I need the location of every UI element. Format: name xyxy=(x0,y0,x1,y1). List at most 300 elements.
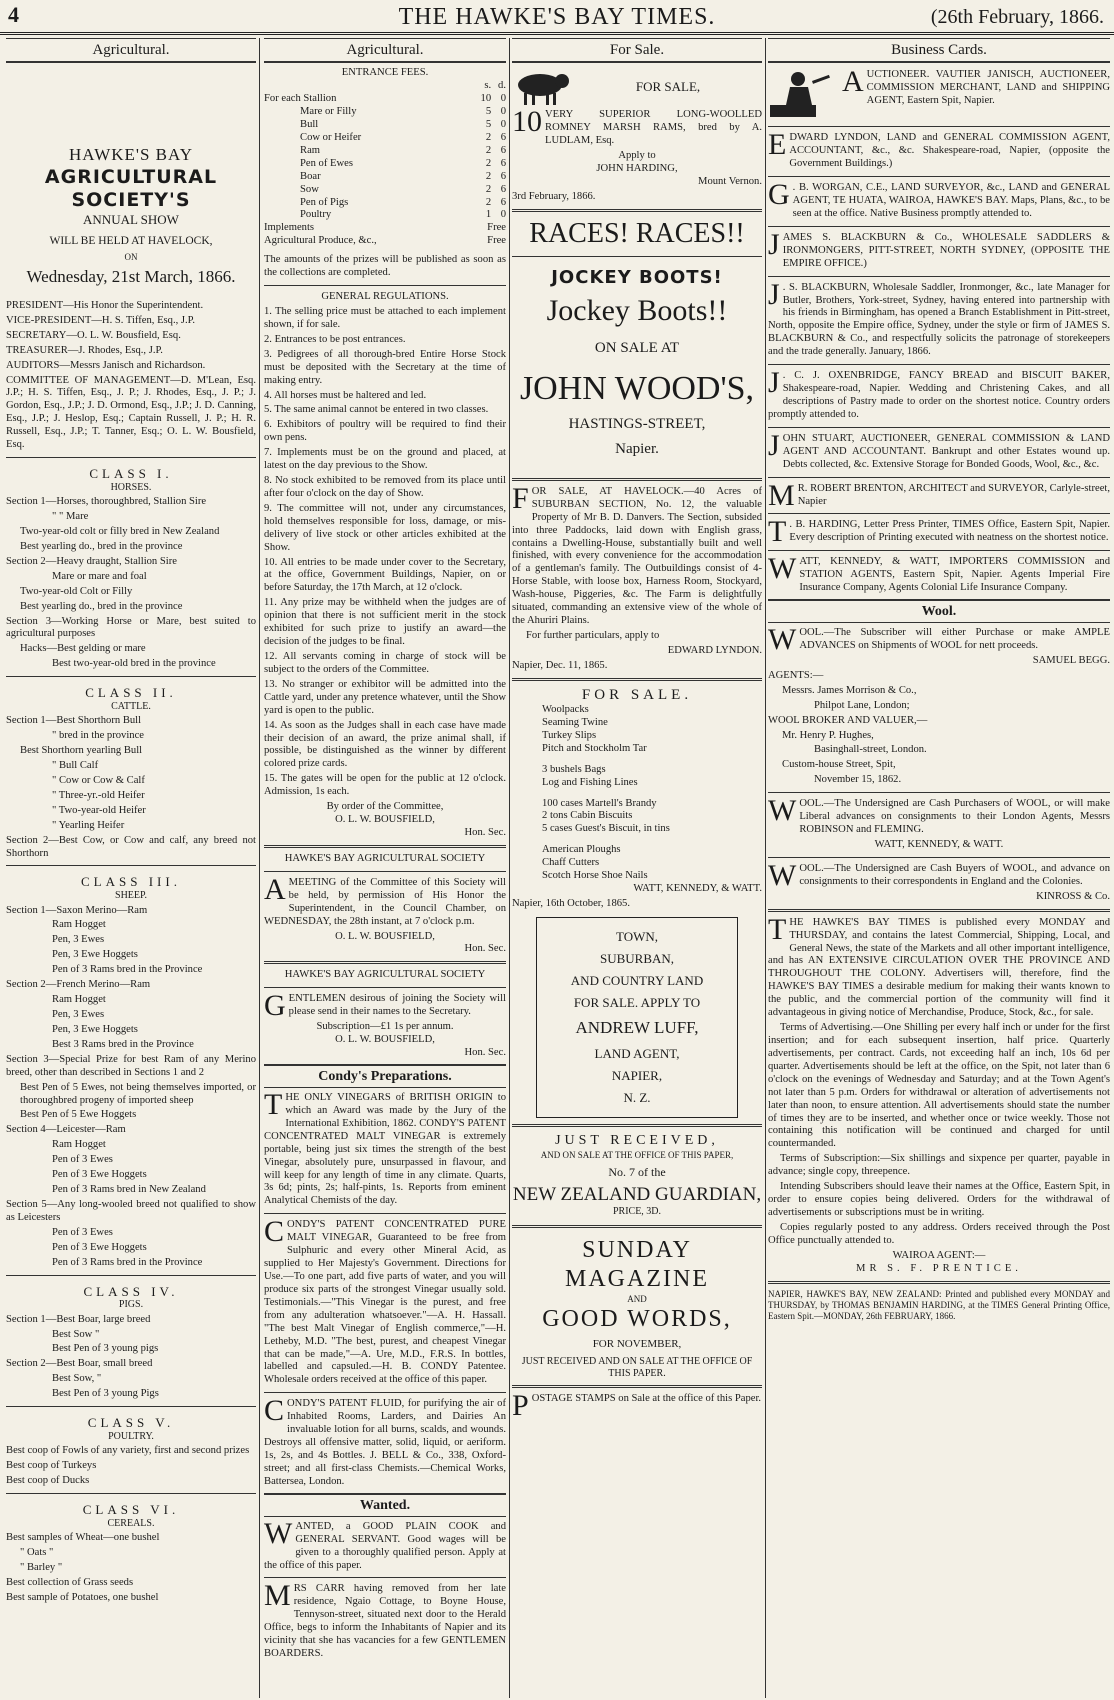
drop-cap: J xyxy=(768,277,780,311)
condy-ad: HE ONLY VINEGARS of BRITISH ORIGIN to which an Award was made by the Jury of the International Exhibition, 1862. CONDY'S PATENT CONCENTRATED MALT VINEGAR is extremely portable, being just six times the strength of the best Vinegar, absolutely pure, unsurpassed in flavour, and will keep for any length of time in any climate. Quarts, 3s 6d; pints, 2s; half-pints, 1s. Reports from eminent Analytical Chemists of the day. xyxy=(264,1091,506,1207)
show-title-1: HAWKE'S BAY xyxy=(69,145,193,165)
divider xyxy=(264,845,506,848)
terms-copies: Copies regularly posted to any address. Orders received through the Post Office punctually attended to. xyxy=(768,1221,1110,1246)
class-item: Hacks—Best gelding or mare xyxy=(20,643,146,655)
divider xyxy=(512,1124,762,1127)
fees-title: ENTRANCE FEES. xyxy=(341,67,429,79)
divider xyxy=(768,792,1110,793)
class-item: " Two-year-old Heifer xyxy=(52,804,146,816)
class-item: Pen of 3 Ewes xyxy=(52,1154,113,1166)
join-text: ENTLEMEN desirous of joining the Society will please send in their names to the Secretary. xyxy=(288,993,506,1018)
drop-cap: W xyxy=(768,858,797,892)
fee-s: 5 xyxy=(485,118,492,130)
forsale-item: Woolpacks xyxy=(542,704,589,716)
fee-label: For each Stallion xyxy=(264,93,337,105)
regulation: 5. The same animal cannot be entered in two classes. xyxy=(264,404,489,416)
sale1-apply: Apply to xyxy=(618,150,656,162)
class-item: Section 3—Working Horse or Mare, best suited to agricultural purposes xyxy=(6,615,256,640)
forsale-item: American Ploughs xyxy=(542,844,621,856)
fee-row xyxy=(264,145,506,158)
forsale-item xyxy=(542,790,762,798)
fee-d: 6 xyxy=(500,170,506,182)
class-item: Pen of 3 Rams bred in New Zealand xyxy=(52,1184,206,1196)
class-item: Best Sow " xyxy=(52,1328,100,1340)
fee-s: 2 xyxy=(485,131,492,143)
class-item: Two-year-old Colt or Filly xyxy=(20,585,133,597)
nz-guardian: NEW ZEALAND GUARDIAN, xyxy=(512,1184,762,1206)
section-header: Wool. xyxy=(768,599,1110,623)
divider xyxy=(768,550,1110,551)
class-sub: HORSES. xyxy=(110,481,152,493)
fee-label: Sow xyxy=(300,183,319,195)
luff-line: LAND AGENT, xyxy=(594,1046,680,1062)
drop-cap: M xyxy=(264,1579,291,1613)
class-title: CLASS III. xyxy=(81,874,181,890)
join-head: HAWKE'S BAY AGRICULTURAL SOCIETY xyxy=(284,969,486,981)
divider xyxy=(768,226,1110,227)
divider xyxy=(264,961,506,964)
business-card: ATT, KENNEDY, & WATT, IMPORTERS COMMISSION and STATION AGENTS, Eastern Spit, Napier. Agents Imperial Fire Insurance Company, Agents Colonial Life Insurance Company. xyxy=(799,556,1110,594)
sale1-text: VERY SUPERIOR LONG-WOOLLED ROMNEY MARSH RAMS, bred by A. LUDLAM, Esq. xyxy=(545,109,762,147)
divider xyxy=(6,1493,256,1494)
class-item: Section 3—Special Prize for best Ram of any Merino breed, other than described in Sections 1 and 2 xyxy=(6,1053,256,1078)
drop-cap: J xyxy=(768,227,780,261)
divider xyxy=(512,209,762,212)
forsale-item: 2 tons Cabin Biscuits xyxy=(542,810,633,822)
class-item: Pen, 3 Ewes xyxy=(52,1008,105,1020)
wool-signature: KINROSS & Co. xyxy=(1036,890,1110,902)
show-title-2: AGRICULTURAL SOCIETY'S xyxy=(44,166,218,212)
sunday-magazine: SUNDAY MAGAZINE xyxy=(565,1236,709,1292)
column-rule xyxy=(509,38,510,1698)
fee-d: 0 xyxy=(500,209,506,221)
sale1-name: JOHN HARDING, xyxy=(596,162,678,174)
forsale-item: Pitch and Stockholm Tar xyxy=(542,742,647,754)
sunday-sub: JUST RECEIVED AND ON SALE AT THE OFFICE OF THIS PAPER. xyxy=(521,1355,753,1379)
business-card: OHN STUART, AUCTIONEER, GENERAL COMMISSION & LAND AGENT AND ACCOUNTANT. Bankrupt and other Estates wound up. Debts collected, &c. Extensive Storage for Bonded Goods, Wool, &c., &c. xyxy=(782,432,1110,470)
masthead xyxy=(0,0,1114,35)
fee-d: 0 xyxy=(500,93,506,105)
fee-s: 2 xyxy=(485,144,492,156)
fee-label: Bull xyxy=(300,118,319,130)
join-subscription: Subscription—£1 1s per annum. xyxy=(316,1021,454,1033)
drop-cap: M xyxy=(768,478,795,512)
class-item: Best two-year-old bred in the province xyxy=(52,658,216,670)
regulation: 1. The selling price must be attached to each implement shown, if for sale. xyxy=(264,305,506,330)
luff-line: TOWN, xyxy=(615,928,658,944)
agents-line: Mr. Henry P. Hughes, xyxy=(782,729,874,741)
divider xyxy=(512,256,762,257)
class-sub: CEREALS. xyxy=(107,1517,155,1529)
column-rule xyxy=(765,38,766,1698)
drop-cap: C xyxy=(264,1394,285,1428)
fee-label: Pen of Pigs xyxy=(300,196,349,208)
committee-line: COMMITTEE OF MANAGEMENT—D. M'Lean, Esq. J.P.; H. S. Tiffen, Esq., J. P.; J. Rhodes, Esq., J. P.; J. Gordon, Esq., J.P.; J. D. Ormond, Esq., J.P.; J. D. Canning, Esq., J.P.; J. Heslop, Esq.; Captain Russell, J. P.; H. R. Russell, Esq., J.P.; T. Tanner, Esq.; O. L. W. Bousfield, Esq. xyxy=(6,374,256,451)
fee-label: Poultry xyxy=(300,209,332,221)
drop-cap: W xyxy=(768,623,797,657)
fees-d-head: d. xyxy=(498,80,506,92)
class-item: Best 3 Rams bred in the Province xyxy=(52,1038,194,1050)
divider xyxy=(768,909,1110,912)
divider xyxy=(6,865,256,866)
divider xyxy=(512,478,762,481)
drop-cap: A xyxy=(264,872,286,906)
agents-line: Custom-house Street, Spit, xyxy=(782,759,896,771)
officer-line: SECRETARY—O. L. W. Bousfield, Esq. xyxy=(6,329,181,341)
luff-line: SUBURBAN, xyxy=(599,951,675,967)
wool-signature: SAMUEL BEGG. xyxy=(1032,654,1110,666)
regulation: 4. All horses must be haltered and led. xyxy=(264,389,427,401)
forsale-item: Chaff Cutters xyxy=(542,857,600,869)
column-agricultural-2 xyxy=(264,38,506,1698)
wool-ad: OOL.—The Subscriber will either Purchase or make AMPLE ADVANCES on Shipments of WOOL for nett proceeds. xyxy=(799,627,1110,652)
class-item: " Bull Calf xyxy=(52,760,99,772)
forsale-item: 100 cases Martell's Brandy xyxy=(542,797,657,809)
class-sub: POULTRY. xyxy=(108,1431,154,1442)
regs-signature: O. L. W. BOUSFIELD, xyxy=(335,814,435,826)
forsale-item: Log and Fishing Lines xyxy=(542,776,638,788)
wanted-ad: ANTED, a GOOD PLAIN COOK and GENERAL SERVANT. Good wages will be given to a thoroughly qualified person. Apply at the office of this paper. xyxy=(264,1520,506,1571)
class-item: Best Sow, " xyxy=(52,1373,102,1385)
class-item: Pen of 3 Ewe Hoggets xyxy=(52,1241,147,1253)
fee-s: 2 xyxy=(485,157,492,169)
divider xyxy=(264,1392,506,1393)
fees-header-row xyxy=(264,80,506,93)
fee-s: 2 xyxy=(485,196,492,208)
regulation: 3. Pedigrees of all thorough-bred Entire Horse Stock must be deposited with the Secretary at the time of making entry. xyxy=(264,348,506,386)
havelock-ad: OR SALE, AT HAVELOCK.—40 Acres of SUBURBAN SECTION, No. 12, the valuable Property of Mr B. D. Danvers. The Section, subsided into three Paddocks, laid down with English grass, contains a Dwelling-House, substantially built and well finished, with every convenience for the accommodation of a gentleman's family. The Outbuildings consist of 4-Horse Stable, with loose box, Harness Room, Stockyard, Wash-house, Piggeries, &c. The Farm is delightfully situated, commanding an extensive view of the whole of the Ahuriri Plains. xyxy=(512,485,762,627)
wool-ad: OOL.—The Undersigned are Cash Buyers of WOOL, and advance on consignments to their correspondents in England and the Colonies. xyxy=(799,862,1110,887)
fee-d: 6 xyxy=(500,131,506,143)
fee-s: 10 xyxy=(480,93,492,105)
auctioneer-icon xyxy=(768,67,838,121)
drop-cap: T xyxy=(768,912,787,946)
fee-d: 6 xyxy=(500,157,506,169)
business-card: UCTIONEER. VAUTIER JANISCH, AUCTIONEER, COMMISSION MERCHANT, LAND and SHIPPING AGENT, Eastern Spit, Napier. xyxy=(866,69,1110,107)
class-item: Pen of 3 Ewe Hoggets xyxy=(52,1169,147,1181)
luff-line: NAPIER, xyxy=(611,1068,663,1084)
wanted-ad: RS CARR having removed from her late residence, Ngaio Cottage, to Boyne House, Tennyson-street, situated next door to the Herald Office, begs to inform the Inhabitants of Napier and its vicinity that she has vacancies for a few GENTLEMEN BOARDERS. xyxy=(264,1583,506,1660)
class-item: " Yearling Heifer xyxy=(52,819,125,831)
races-heading: RACES! RACES!! xyxy=(529,217,745,249)
agents-line: WOOL BROKER AND VALUER,— xyxy=(768,714,928,726)
column-header: Business Cards. xyxy=(768,38,1110,63)
drop-cap: W xyxy=(264,1516,293,1550)
drop-cap: T xyxy=(264,1087,283,1121)
class-item: " Three-yr.-old Heifer xyxy=(52,789,145,801)
regulation: 7. Implements must be on the ground and placed, at latest on the day previous to the Show. xyxy=(264,447,506,472)
ram-icon xyxy=(512,67,574,107)
john-wood: JOHN WOOD'S, xyxy=(519,369,755,407)
divider xyxy=(264,1213,506,1214)
class-item: Section 1—Saxon Merino—Ram xyxy=(6,904,148,916)
condy-ad: ONDY'S PATENT CONCENTRATED PURE MALT VINEGAR, Guaranteed to be free from Sulphuric and every other Mineral Acid, as supplied to Her Majesty's Government. Directions for Use.—To one part, add five parts of water, and you will produce six parts of the strongest Vinegar usually sold. Testimonials.—"This Vinegar is the purest, and free from any adulteration whatsoever."—A. H. Hassall. "The best Malt Vinegar of English commerce,"—H. Letheby, M.D. "The best, purest, and cheapest Vinegar that can be made,"—A. Ure, M.D., F.R.S. In bottles, labelled and capsuled.—H. B. CONDY Patentee. Wholesale orders received at the office of this paper. xyxy=(264,1219,506,1386)
forsale-signature: WATT, KENNEDY, & WATT. xyxy=(633,883,762,895)
fee-d: 0 xyxy=(500,106,506,118)
class-item: Two-year-old colt or filly bred in New Zealand xyxy=(20,525,220,537)
fee-row xyxy=(264,93,506,106)
business-card: . B. WORGAN, C.E., LAND SURVEYOR, &c., LAND and GENERAL AGENT, TE HUATA, WAIROA, HAWKE'S BAY. Maps, Plans, &c., to be seen at the office. Native Business promptly attended to. xyxy=(792,182,1110,219)
fees-s-head: s. xyxy=(484,80,492,92)
fee-s: 5 xyxy=(485,106,492,118)
class-item: Section 1—Best Shorthorn Bull xyxy=(6,715,142,727)
fee-d: 0 xyxy=(500,118,506,130)
agents-line: November 15, 1862. xyxy=(814,774,902,786)
business-card: DWARD LYNDON, LAND and GENERAL COMMISSION AGENT, ACCOUNTANT, &c., &c. Shakespeare-road, Napier, (opposite the Government Buildings.) xyxy=(789,132,1110,170)
fee-row xyxy=(264,184,506,197)
divider xyxy=(264,871,506,872)
postage-ad: OSTAGE STAMPS on Sale at the office of this Paper. xyxy=(531,1393,762,1405)
forsale-title: FOR SALE. xyxy=(581,686,693,703)
fee-s: Free xyxy=(487,235,506,247)
hastings-street: HASTINGS-STREET, xyxy=(568,416,706,433)
drop-cap: G xyxy=(264,989,286,1023)
class-item: Best coop of Fowls of any variety, first and second prizes xyxy=(6,1445,250,1457)
class-item: " Barley " xyxy=(20,1561,63,1573)
class-item: Best Pen of 3 young pigs xyxy=(52,1343,159,1355)
regulation: 8. No stock exhibited to be removed from its place until after four o'clock on the day of Show. xyxy=(264,475,506,499)
column-business-cards xyxy=(768,38,1110,1698)
column-agricultural-1 xyxy=(6,38,256,1698)
class-item: Pen, 3 Ewe Hoggets xyxy=(52,949,138,961)
officer-line: PRESIDENT—His Honor the Superintendent. xyxy=(6,299,204,311)
class-item: Section 1—Best Boar, large breed xyxy=(6,1313,151,1325)
divider xyxy=(768,364,1110,365)
regulation: 9. The committee will not, under any circumstances, hold themselves responsible for loss, damage, or mis-delivery of live stock or other articles exhibited at the Show. xyxy=(264,502,506,553)
just-received-no: No. 7 of the xyxy=(608,1164,666,1179)
terms-advertising: Terms of Advertising.—One Shilling per every half inch or under for the first insertion; and for each subsequent insertion, half price. Quarterly advertisements, per contract. Cards, not exceeding half an inch, 10s 6d per quarter. Advertisements should be left at the office, on the Spit, not later than 6 o'clock on the evenings of Wednesday and Saturday; and at the Town Agent's not later than 5 p.m. Orders for withdrawal or alteration of advertisements not later than noon, to ensure attention. All advertisements should state the number of times they are to be inserted, and whether once or twice weekly. Those not containing this notification will be continued and charged for until countermanded. xyxy=(768,1022,1110,1150)
class-title: CLASS IV. xyxy=(83,1283,179,1299)
class-item: Ram Hogget xyxy=(52,919,106,931)
drop-cap: T xyxy=(768,515,787,549)
just-received: JUST RECEIVED, xyxy=(555,1133,719,1149)
class-item: Best collection of Grass seeds xyxy=(6,1576,134,1588)
wool-ad: OOL.—The Undersigned are Cash Purchasers of WOOL, or will make Liberal advances on consignments to their London Agents, Messrs ROBINSON and FLEMING. xyxy=(799,798,1110,836)
class-item: Pen, 3 Ewes xyxy=(52,934,105,946)
fee-s: 2 xyxy=(485,183,492,195)
agents-line: Philpot Lane, London; xyxy=(814,699,910,711)
regulation: 2. Entrances to be post entrances. xyxy=(264,333,406,345)
class-item: Section 2—Heavy draught, Stallion Sire xyxy=(6,555,177,567)
forsale-item xyxy=(542,756,762,764)
price: PRICE, 3D. xyxy=(612,1206,662,1218)
fee-label: Mare or Filly xyxy=(300,106,357,118)
fee-row xyxy=(264,132,506,145)
drop-cap: 10 xyxy=(512,105,542,139)
on-sale-at: ON SALE AT xyxy=(594,340,680,357)
show-date: Wednesday, 21st March, 1866. xyxy=(26,267,236,287)
class-item: Pen of 3 Rams bred in the Province xyxy=(52,1256,203,1268)
business-card: R. ROBERT BRENTON, ARCHITECT and SURVEYOR, Carlyle-street, Napier xyxy=(797,482,1110,507)
class-item: Best coop of Ducks xyxy=(6,1475,90,1487)
drop-cap: P xyxy=(512,1389,529,1423)
forsale-item: Seaming Twine xyxy=(542,716,608,728)
class-item: Best Shorthorn yearling Bull xyxy=(20,745,143,757)
divider xyxy=(768,477,1110,478)
class-item: Mare or mare and foal xyxy=(52,570,147,582)
regulation: 11. Any prize may be withheld when the judges are of opinion that there is not sufficient merit in the stock exhibited for such prize to justify an award—the decision of the judges to be final. xyxy=(264,597,506,648)
class-item: Best samples of Wheat—one bushel xyxy=(6,1532,160,1543)
class-title: CLASS I. xyxy=(89,466,173,482)
class-item: Ram Hogget xyxy=(52,994,106,1006)
fee-row xyxy=(264,222,506,235)
good-words: GOOD WORDS, xyxy=(542,1306,732,1332)
class-item: Section 5—Any long-wooled breed not qualified to show as Leicesters xyxy=(6,1198,256,1223)
forsale-item xyxy=(542,836,762,844)
class-item: " Cow or Cow & Calf xyxy=(52,774,145,786)
divider xyxy=(512,1225,762,1228)
forsale-item: Scotch Horse Shoe Nails xyxy=(542,870,648,882)
issue-date: (26th February, 1866. xyxy=(930,6,1104,28)
drop-cap: A xyxy=(842,65,864,99)
sunday-and: AND xyxy=(627,1294,647,1305)
terms-subscribers: Intending Subscribers should leave their names at the Office, Eastern Spit, in order to ensure copies being delivered. Orders for the withdrawal of advertisements or subscriptions must be in writing. xyxy=(768,1181,1110,1218)
business-card: . B. HARDING, Letter Press Printer, TIMES Office, Eastern Spit, Napier. Every description of Printing executed with neatness on the shortest notice. xyxy=(789,519,1110,544)
jockey-boots-heading: JOCKEY BOOTS! xyxy=(551,266,723,288)
class-item: " bred in the province xyxy=(52,730,144,742)
show-title-3: ANNUAL SHOW xyxy=(83,212,179,228)
drop-cap: W xyxy=(768,552,797,586)
fee-row xyxy=(264,197,506,210)
havelock-date: Napier, Dec. 11, 1865. xyxy=(512,659,608,671)
regs-role: Hon. Sec. xyxy=(464,827,506,838)
class-item: Section 2—Best Cow, or Cow and calf, any breed not Shorthorn xyxy=(6,834,256,859)
drop-cap: E xyxy=(768,128,787,162)
fee-row xyxy=(264,119,506,132)
class-item: Pen, 3 Ewe Hoggets xyxy=(52,1023,138,1035)
divider xyxy=(768,126,1110,127)
drop-cap: J xyxy=(768,366,780,400)
class-item: Section 2—French Merino—Ram xyxy=(6,979,151,991)
divider xyxy=(264,285,506,286)
agents-line: Basinghall-street, London. xyxy=(814,744,927,756)
wairoa-agent-name: MR S. F. PRENTICE. xyxy=(856,1262,1022,1274)
divider xyxy=(768,427,1110,428)
divider xyxy=(6,676,256,677)
terms-subscription: Terms of Subscription:—Six shillings and sixpence per quarter, payable in advance; single copy, threepence. xyxy=(768,1153,1110,1178)
class-item: Section 1—Horses, thoroughbred, Stallion Sire xyxy=(6,496,207,508)
officer-line: AUDITORS—Messrs Janisch and Richardson. xyxy=(6,359,206,371)
officer-line: TREASURER—J. Rhodes, Esq., J.P. xyxy=(6,344,163,356)
class-title: CLASS VI. xyxy=(82,1501,180,1517)
divider xyxy=(512,678,762,681)
divider xyxy=(768,857,1110,858)
sale1-place: Mount Vernon. xyxy=(698,175,762,187)
regulation: 13. No stranger or exhibitor will be admitted into the Cattle yard, under any pretence whatever, until the Show yard is open to the public. xyxy=(264,678,506,716)
section-header: Condy's Preparations. xyxy=(264,1064,506,1088)
fee-label: Boar xyxy=(300,170,321,182)
page-number: 4 xyxy=(8,2,19,27)
class-item: Best coop of Turkeys xyxy=(6,1460,97,1472)
sale1-date: 3rd February, 1866. xyxy=(512,190,596,202)
class-sub: CATTLE. xyxy=(111,701,151,713)
class-item: Pen of 3 Ewes xyxy=(52,1226,113,1238)
luff-box xyxy=(536,917,738,1119)
class-item: Best Pen of 5 Ewes, not being themselves imported, or thoroughbred progeny of imported sheep xyxy=(20,1081,256,1106)
havelock-name: EDWARD LYNDON. xyxy=(667,644,762,656)
divider xyxy=(768,1281,1110,1284)
spacer xyxy=(6,67,256,145)
luff-name: ANDREW LUFF, xyxy=(575,1018,699,1038)
regulation: 12. All servants coming in charge of stock will be subject to the orders of the Committee. xyxy=(264,651,506,675)
meeting-text: MEETING of the Committee of this Society will be held, by permission of His Honor the Superintendent, in the Council Chamber, on WEDNESDAY, the 28th instant, at 7 o'clock p.m. xyxy=(264,876,506,927)
jockey-boots-subheading: Jockey Boots!! xyxy=(546,293,728,327)
divider xyxy=(6,1406,256,1407)
forsale-item: 3 bushels Bags xyxy=(542,763,606,775)
fee-label: Implements xyxy=(264,222,315,234)
drop-cap: F xyxy=(512,481,529,515)
divider xyxy=(6,457,256,458)
class-item: Best yearling do., bred in the province xyxy=(20,600,183,612)
imprint: NAPIER, HAWKE'S BAY, NEW ZEALAND: Printed and published every MONDAY and THURSDAY, by THOMAS BENJAMIN HARDING, at the TIMES General Printing Office, Eastern Spit.—MONDAY, 26th FEBRUARY, 1866. xyxy=(768,1288,1110,1321)
meeting-role: Hon. Sec. xyxy=(464,943,506,955)
fee-s: 2 xyxy=(485,170,492,182)
havelock-apply: For further particulars, apply to xyxy=(526,629,660,641)
join-role: Hon. Sec. xyxy=(464,1046,506,1058)
luff-line: AND COUNTRY LAND xyxy=(570,973,704,989)
regulation: 10. All entries to be made under cover to the Secretary, at the office, Government Buildings, Napier, on or before Saturday, the 17th March, at 12 o'clock. xyxy=(264,556,506,594)
show-title-4: WILL BE HELD AT HAVELOCK, xyxy=(49,235,213,248)
divider xyxy=(768,276,1110,277)
fee-label: Cow or Heifer xyxy=(300,131,362,143)
luff-line: N. Z. xyxy=(623,1090,651,1106)
class-sub: SHEEP. xyxy=(115,890,147,902)
divider xyxy=(264,987,506,988)
divider xyxy=(6,1275,256,1276)
condy-ad: ONDY'S PATENT FLUID, for purifying the air of Inhabited Rooms, Larders, and Dairies An invaluable lotion for all burns, scalds, and wounds. Destroys all offensive matter, solid, liquid, or aeriform. 1s, 2s, and 4s Bottles. J. BELL & Co., 338, Oxford-street; and all first-class Chemists.—Chemical Works, Battersea, London. xyxy=(264,1398,506,1487)
drop-cap: G xyxy=(768,178,790,212)
class-item: Best Pen of 3 young Pigs xyxy=(52,1388,159,1400)
fee-row xyxy=(264,171,506,184)
fee-s: Free xyxy=(487,222,506,234)
class-item: " " Mare xyxy=(52,511,89,523)
column-rule xyxy=(259,38,260,1698)
officer-line: VICE-PRESIDENT—H. S. Tiffen, Esq., J.P. xyxy=(6,314,196,326)
divider xyxy=(512,1385,762,1388)
show-title-5: ON xyxy=(124,252,138,263)
class-item: Best yearling do., bred in the province xyxy=(20,540,183,552)
column-header: For Sale. xyxy=(512,38,762,63)
divider xyxy=(768,176,1110,177)
column-header: Agricultural. xyxy=(6,38,256,63)
fee-d: 6 xyxy=(500,196,506,208)
business-card: AMES S. BLACKBURN & Co., WHOLESALE SADDLERS & IRONMONGERS, PITT-STREET, NORTH SYDNEY, (OPPOSITE THE EMPIRE OFFICE.) xyxy=(782,231,1110,269)
meeting-signature: O. L. W. BOUSFIELD, xyxy=(335,930,435,942)
wairoa-agent-label: WAIROA AGENT:— xyxy=(892,1249,986,1261)
regulation: 6. Exhibitors of poultry will be required to find their own pens. xyxy=(264,419,506,444)
divider xyxy=(264,1577,506,1578)
fee-label: Ram xyxy=(300,144,321,156)
napier: Napier. xyxy=(615,440,659,457)
class-item: Section 4—Leicester—Ram xyxy=(6,1124,126,1136)
fee-d: 6 xyxy=(500,144,506,156)
fee-row xyxy=(264,158,506,171)
class-item: Section 2—Best Boar, small breed xyxy=(6,1358,153,1370)
section-header: Wanted. xyxy=(264,1493,506,1517)
regulation: 14. As soon as the Judges shall in each case have made their decision of an award, the prize animal shall, if possible, be distinguished as the winner by different colored prize cards. xyxy=(264,719,506,770)
fee-label: Pen of Ewes xyxy=(300,157,353,169)
class-sub: PIGS. xyxy=(118,1299,144,1311)
fee-row xyxy=(264,209,506,222)
forsale-item: 5 cases Guest's Biscuit, in tins xyxy=(542,823,670,835)
column-for-sale xyxy=(512,38,762,1698)
business-card: . C. J. OXENBRIDGE, FANCY BREAD and BISCUIT BAKER, Shakespeare-road, Napier. Wedding and Christening Cakes, and all descriptions of Pastry made to order on the shortest notice. Country orders promptly attended to. xyxy=(768,370,1110,420)
regs-by: By order of the Committee, xyxy=(326,801,444,813)
fee-row xyxy=(264,106,506,119)
class-item: Ram Hogget xyxy=(52,1139,106,1151)
forsale-date: Napier, 16th October, 1865. xyxy=(512,898,631,909)
forsale-item: Turkey Slips xyxy=(542,729,597,741)
